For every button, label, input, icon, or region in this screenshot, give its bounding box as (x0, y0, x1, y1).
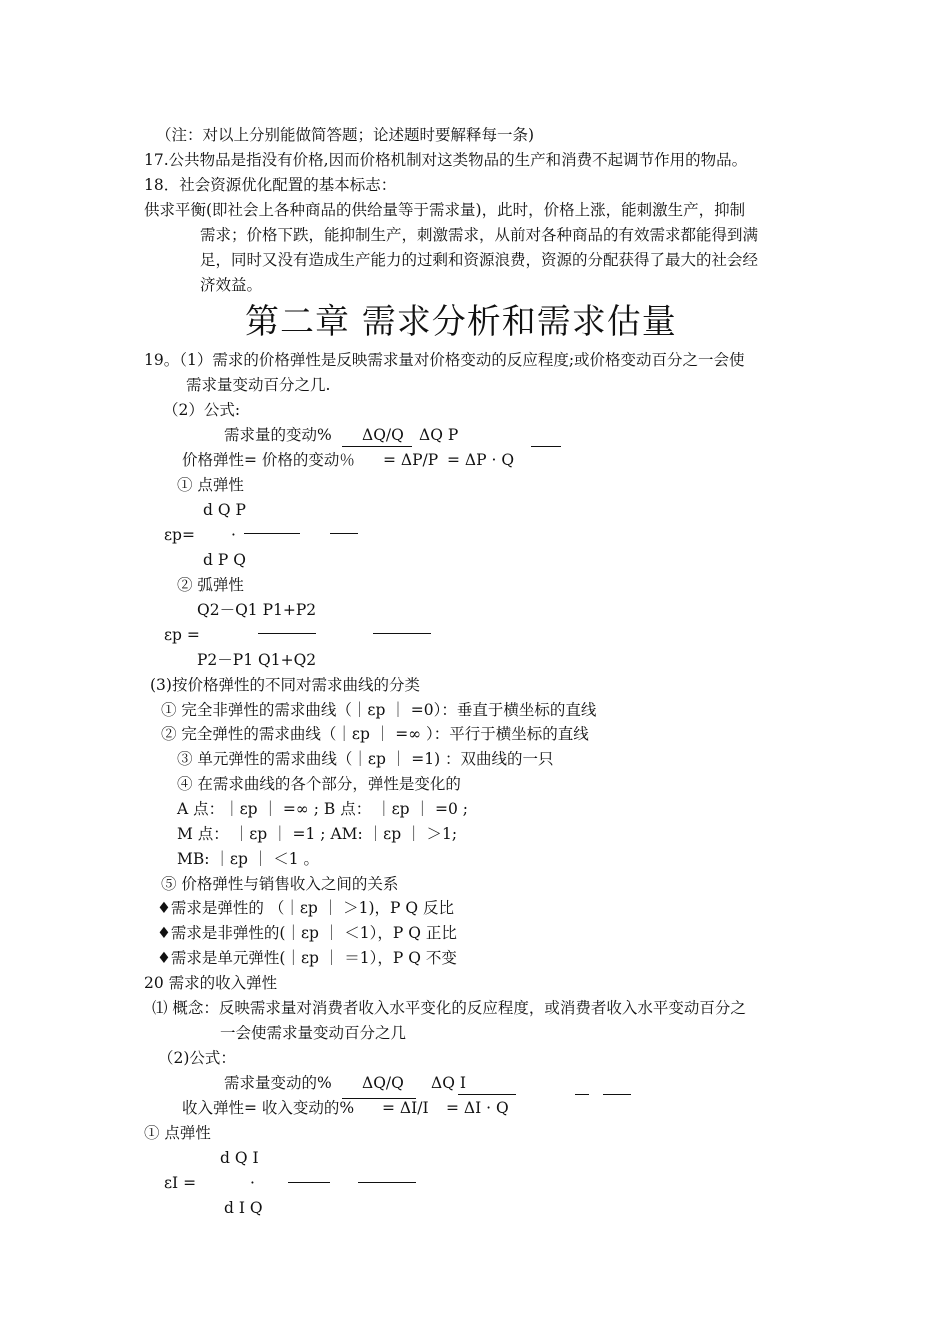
s19-points-mb: MB: ｜εp ｜ ＜1 。 (177, 850, 320, 868)
s19-arc-numerator: Q2－Q1 P1+P2 (197, 601, 317, 619)
fraction-bar (358, 1182, 416, 1183)
item-17: 17.公共物品是指没有价格,因而价格机制对这类物品的生产和消费不起调节作用的物品。 (144, 151, 748, 169)
s19-formula-eq1: = ΔP/P (383, 451, 439, 469)
s19-class-3: ③ 单元弹性的需求曲线（｜εp ｜ =1) ：双曲线的一只 (177, 750, 554, 768)
s20-point-label: ① 点弹性 (144, 1124, 211, 1142)
fraction-bar (244, 533, 300, 534)
s19-points-m-am: M 点： ｜εp ｜ =1 ; AM: ｜εp ｜ ＞1; (177, 825, 458, 843)
s19-arc-lhs: εp = (164, 626, 200, 644)
s19-line-2: 需求量变动百分之几. (186, 376, 331, 394)
fraction-bar (330, 533, 358, 534)
item-18-line-1: 供求平衡(即社会上各种商品的供给量等于需求量)，此时，价格上涨，能刺激生产，抑制 (144, 201, 746, 219)
item-18-line-3: 足，同时又没有造成生产能力的过剩和资源浪费，资源的分配获得了最大的社会经 (200, 251, 759, 269)
s19-formula-numerator-dqp: ΔQ P (419, 426, 459, 444)
s19-classification-label: (3)按价格弹性的不同对需求曲线的分类 (150, 676, 420, 694)
fraction-bar (458, 1094, 516, 1095)
s19-points-a-b: A 点：｜εp ｜ =∞ ; B 点： ｜εp ｜ =0 ; (177, 800, 468, 818)
fraction-bar (288, 1182, 330, 1183)
s19-formula-eq2: = ΔP · Q (447, 451, 515, 469)
note-line: （注：对以上分别能做简答题；论述题时要解释每一条) (156, 126, 535, 144)
fraction-bar (373, 633, 431, 634)
s19-formula-numerator-ratio: ΔQ/Q (362, 426, 404, 444)
s19-bullet-2: ♦需求是非弹性的(｜εp ｜ ＜1），P Q 正比 (157, 924, 457, 942)
s20-point-denominator: d I Q (224, 1199, 263, 1217)
s19-point-numerator: d Q P (203, 501, 246, 519)
s19-arc-denominator: P2－P1 Q1+Q2 (197, 651, 317, 669)
s19-bullet-1: ♦需求是弹性的 （｜εp ｜ ＞1)，P Q 反比 (157, 899, 455, 917)
s19-formula-lhs: 价格弹性= 价格的变动％ (182, 451, 355, 469)
fraction-bar (603, 1094, 631, 1095)
s19-formula-numerator-text: 需求量的变动% (224, 426, 332, 444)
s19-class-5: ⑤ 价格弹性与销售收入之间的关系 (161, 875, 399, 893)
s19-point-dot: · (231, 526, 236, 544)
item-18-heading: 18．社会资源优化配置的基本标志： (144, 176, 397, 194)
item-18-line-2: 需求；价格下跌，能抑制生产，刺激需求，从前对各种商品的有效需求都能得到满 (200, 226, 759, 244)
s20-formula-numerator-dqi: ΔQ I (431, 1074, 466, 1092)
s20-formula-label: （2)公式： (158, 1049, 236, 1067)
s20-point-lhs: εI = (164, 1174, 197, 1192)
item-18-line-4: 济效益。 (200, 276, 263, 294)
s20-formula-numerator-text: 需求量变动的% (224, 1074, 332, 1092)
fraction-bar (342, 446, 412, 447)
s20-point-dot: · (250, 1174, 255, 1192)
s20-concept-line-2: 一会使需求量变动百分之几 (220, 1024, 407, 1042)
s20-heading: 20 需求的收入弹性 (144, 974, 278, 992)
fraction-bar (258, 633, 316, 634)
s19-formula-label: （2）公式: (163, 401, 241, 419)
fraction-bar (531, 446, 561, 447)
s20-concept-line-1: ⑴ 概念：反映需求量对消费者收入水平变化的反应程度，或消费者收入水平变动百分之 (152, 999, 746, 1017)
s20-formula-lhs: 收入弹性= 收入变动的% (182, 1099, 355, 1117)
s19-point-lhs: εp= (164, 526, 195, 544)
s19-line-1: 19。（1）需求的价格弹性是反映需求量对价格变动的反应程度;或价格变动百分之一会使 (144, 351, 745, 369)
s19-point-label: ① 点弹性 (177, 476, 244, 494)
s20-point-numerator: d Q I (220, 1149, 259, 1167)
s19-point-denominator: d P Q (203, 551, 246, 569)
s20-formula-eq1: = ΔI/I (382, 1099, 429, 1117)
s19-class-1: ① 完全非弹性的需求曲线（｜εp ｜ =0）：垂直于横坐标的直线 (161, 701, 597, 719)
s19-arc-label: ② 弧弹性 (177, 576, 244, 594)
fraction-bar (575, 1094, 589, 1095)
s19-class-2: ② 完全弹性的需求曲线（｜εp ｜ =∞ ）：平行于横坐标的直线 (161, 725, 589, 743)
s20-formula-numerator-ratio: ΔQ/Q (362, 1074, 404, 1092)
s20-formula-eq2: = ΔI · Q (446, 1099, 509, 1117)
s19-class-4: ④ 在需求曲线的各个部分，弹性是变化的 (177, 775, 461, 793)
s19-bullet-3: ♦需求是单元弹性(｜εp ｜ ＝1），P Q 不变 (157, 949, 457, 967)
chapter-title: 第二章 需求分析和需求估量 (245, 302, 677, 342)
